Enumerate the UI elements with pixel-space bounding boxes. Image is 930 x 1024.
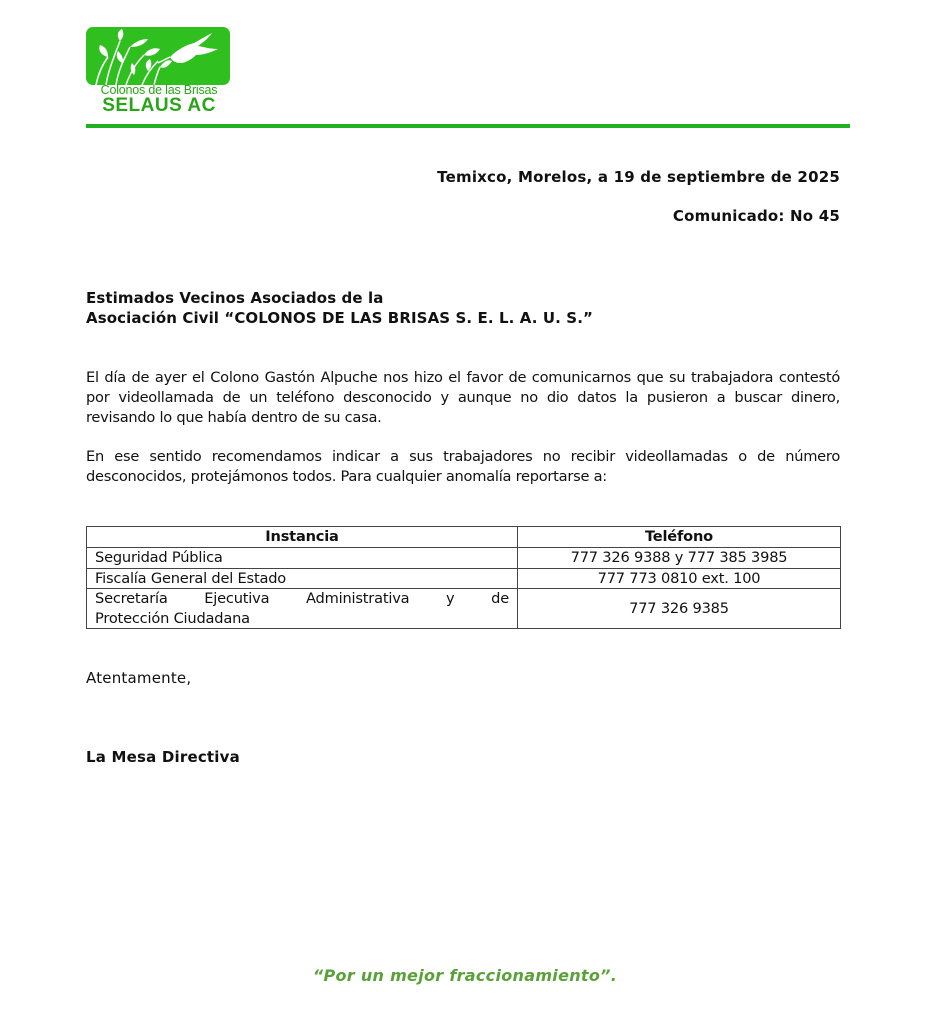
hummingbird-flowers-logo-icon (86, 27, 230, 85)
table-row (87, 568, 841, 589)
body-paragraph-1: El día de ayer el Colono Gastón Alpuche nos hizo el favor de comunicarnos que su trabajadora contestó por videollamada de un teléfono desconocido y aunque no dio datos la pusieron a buscar dinero, revisando lo que había dentro de su casa. (86, 369, 840, 426)
closing-text: Atentamente, (86, 669, 192, 687)
table-row (87, 589, 841, 629)
organization-logo (86, 27, 232, 115)
salutation (86, 288, 593, 328)
telefono-cell: 777 326 9388 y 777 385 3985 (518, 548, 841, 569)
table-header-row (87, 527, 841, 548)
body-paragraph-2: En ese sentido recomendamos indicar a sus trabajadores no recibir videollamadas o de número desconocidos, protejámonos todos. Para cualquier anomalía reportarse a: (86, 448, 840, 485)
header-divider (86, 124, 850, 128)
column-header-telefono: Teléfono (518, 527, 841, 548)
salutation-line-1: Estimados Vecinos Asociados de la (86, 289, 384, 307)
place-date: Temixco, Morelos, a 19 de septiembre de 2025 (437, 168, 840, 186)
column-header-instancia: Instancia (87, 527, 518, 548)
telefono-cell: 777 326 9385 (518, 589, 841, 629)
logo-tagline: Colonos de las Brisas (100, 83, 218, 97)
instancia-cell (87, 589, 518, 629)
salutation-line-2: Asociación Civil “COLONOS DE LAS BRISAS S. E. L. A. U. S.” (86, 309, 593, 327)
instancia-line-1: Secretaría Ejecutiva Administrativa y de (95, 590, 509, 607)
telefono-cell: 777 773 0810 ext. 100 (518, 568, 841, 589)
contacts-table (86, 526, 841, 629)
instancia-line-2: Protección Ciudadana (95, 609, 250, 627)
signature: La Mesa Directiva (86, 748, 240, 766)
comunicado-number: Comunicado: No 45 (672, 207, 840, 225)
instancia-cell: Fiscalía General del Estado (87, 568, 518, 589)
instancia-cell: Seguridad Pública (87, 548, 518, 569)
footer-motto: “Por un mejor fraccionamiento”. (312, 966, 618, 985)
logo-name: SELAUS AC (102, 95, 216, 116)
table-row (87, 548, 841, 569)
